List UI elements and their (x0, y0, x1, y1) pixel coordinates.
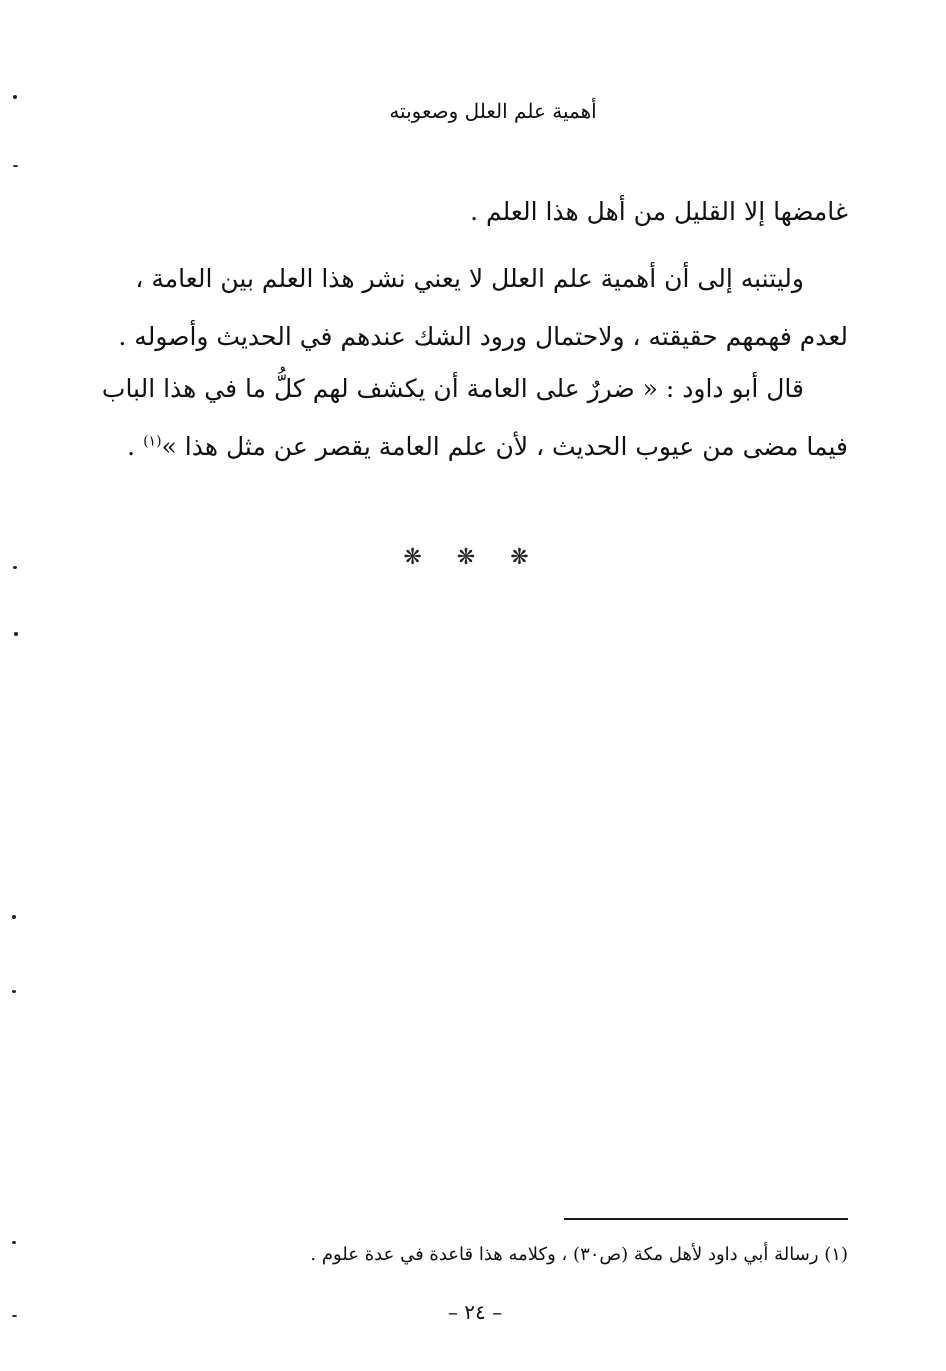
paragraph-line: لعدم فهمهم حقيقته ، ولاحتمال ورود الشك عندهم في الحديث وأصوله . (118, 322, 848, 351)
scan-speck (12, 1241, 16, 1244)
scan-speck (12, 915, 16, 919)
paragraph-line: وليتنبه إلى أن أهمية علم العلل لا يعني نشر هذا العلم بين العامة ، (135, 264, 804, 293)
section-separator: ❋ ❋ ❋ (403, 545, 543, 570)
paragraph-quote (101, 360, 848, 476)
footnote-divider (564, 1218, 848, 1220)
scan-speck (13, 165, 18, 167)
page-number: – ٢٤ – (447, 1300, 503, 1324)
sentence-end: . (127, 432, 144, 461)
scan-speck (13, 95, 17, 99)
paragraph-notice (118, 250, 848, 366)
paragraph-line: قال أبو داود : « ضررٌ على العامة أن يكشف لهم كلُّ ما في هذا الباب (101, 374, 804, 403)
paragraph-line (127, 418, 848, 476)
scan-speck (14, 632, 18, 636)
scan-speck (13, 566, 17, 569)
scan-speck (12, 1315, 17, 1317)
quote-text: فيما مضى من عيوب الحديث ، لأن علم العامة يقصر عن مثل هذا » (161, 432, 848, 461)
running-header: أهمية علم العلل وصعوبته (389, 99, 597, 123)
paragraph-continuation (140, 183, 848, 241)
paragraph-line: غامضها إلا القليل من أهل هذا العلم . (470, 197, 848, 226)
footnote-reference[interactable]: (١) (143, 433, 162, 450)
scan-speck (12, 990, 16, 993)
footnote: (١) رسالة أبي داود لأهل مكة (ص٣٠) ، وكلامه هذا قاعدة في عدة علوم . (310, 1244, 848, 1265)
